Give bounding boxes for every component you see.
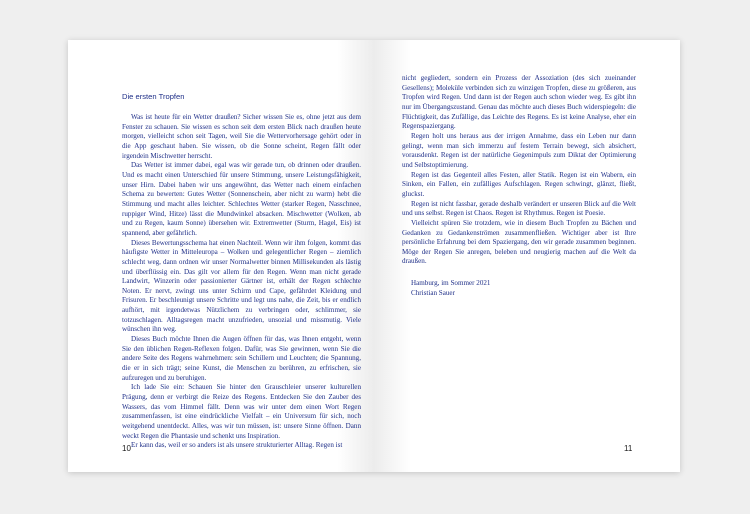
right-paragraph-3: Regen ist das Gegenteil alles Festen, aller Statik. Regen ist ein Wabern, ein Sinken, ein Fallen, ein zufälliges Aufschlagen. Regen schwingt, glänzt, fließt, gluckst. [402, 170, 636, 198]
left-page-text [122, 92, 361, 451]
right-paragraph-2: Regen holt uns heraus aus der irrigen Annahme, dass ein Leben nur dann gelingt, wenn man sich immerzu auf festem Terrain bewegt, sich absichert, vorausdenkt. Regen ist der natürliche Gegenimpuls zum Diktat der Optimierung und Selbstoptimierung. [402, 131, 636, 169]
left-page [68, 40, 374, 472]
book-spread [68, 40, 680, 472]
right-paragraph-4: Regen ist nicht fassbar, gerade deshalb verändert er unseren Blick auf die Welt und uns selbst. Regen ist Chaos. Regen ist Rhythmus. Regen ist Poesie. [402, 199, 636, 218]
left-paragraph-3: Dieses Bewertungsschema hat einen Nachteil. Wenn wir ihm folgen, kommt das häufigste Wetter in Mitteleuropa – Wolken und gelegentlicher Regen – ziemlich schlecht weg, dann ordnen wir unser Normalwetter binnen Millisekunden als lästig und überflüssig ein. Das gilt vor allem für den Regen. Wenn man nicht gerade Landwirt, Winzerin oder passionierter Gärtner ist, erhält der Regen schlechte Noten. Er nervt, zwingt uns unter Schirm und Cape, gefährdet Kleidung und Frisuren. Er beschleunigt unsere Schritte und legt uns nahe, die Zeit, bis er endlich aufhört, mit irgendetwas Nützlichem zu verbringen oder, schlimmer, sie totzuschlagen. Alltagsregen macht unzufrieden, unsozial und missmutig. Viele wünschen ihn weg. [122, 238, 361, 334]
chapter-heading: Die ersten Tropfen [122, 92, 185, 101]
left-paragraph-5: Ich lade Sie ein: Schauen Sie hinter den Grauschleier unserer kulturellen Prägung, denn er verbirgt die Reize des Regens. Entdecken Sie den Zauber des Wassers, das vom Himmel fällt. Denn was wir unter dem einen Wort Regen zusammenfassen, ist eine eindrückliche Vielfalt – ein Universum für sich, noch weitgehend unentdeckt. Alles, was wir tun müssen, ist: unsere Sinne öffnen. Dann weckt Regen die Phantasie und schenkt uns Inspiration. [122, 383, 361, 440]
signature-block [402, 279, 636, 298]
right-page [374, 40, 680, 472]
page-number-left: 10 [122, 444, 131, 453]
left-paragraph-2: Das Wetter ist immer dabei, egal was wir gerade tun, ob drinnen oder draußen. Und es macht einen Unterschied für unsere Stimmung, unsere Leistungsfähigkeit, unser Hirn. Dabei haben wir uns angewöhnt, das Wetter nach einem einfachen Schema zu bewerten: Gutes Wetter (Sonnenschein, aber nicht zu warm) hebt die Stimmung und macht alles leichter. Schlechtes Wetter (starker Regen, Nasschnee, ruppiger Wind, Hitze) lässt die Mundwinkel absacken. Mischwetter (Wolken, ab und zu Regen, kaum Sonne) übersehen wir. Extremwetter (Sturm, Hagel, Eis) ist spannend, aber gefährlich. [122, 161, 361, 237]
page-number-right: 11 [624, 444, 633, 453]
signature-author: Christian Sauer [411, 288, 455, 297]
left-paragraph-1: Was ist heute für ein Wetter draußen? Sicher wissen Sie es, ohne jetzt aus dem Fenster zu schauen. Sie wissen es schon seit dem ersten Blick nach draußen heute morgen, vielleicht schon seit Tagen, weil Sie die Wettervorhersage gehört oder in die App geschaut haben. Sie wissen, ob die Sonne scheint, Regen fällt oder irgendein Mischwetter herrscht. [122, 113, 361, 160]
right-paragraph-5: Vielleicht spüren Sie trotzdem, wie in diesem Buch Tropfen zu Bächen und Gedanken zu Gedankenströmen zusammenfließen. Wichtiger aber ist Ihre persönliche Erfahrung bei dem Spaziergang, den wir gerade zusammen beginnen. Möge der Regen Sie anregen, beleben und neugierig machen auf die Welt da draußen. [402, 218, 636, 266]
left-paragraph-4: Dieses Buch möchte Ihnen die Augen öffnen für das, was Ihnen entgeht, wenn Sie den üblichen Regen-Reflexen folgen. Dafür, was Sie gewinnen, wenn Sie die andere Seite des Regens wahrnehmen: sein Schillern und Leuchten; die Spannung, die er in sich trägt; seine Kunst, die Menschen zu berühren, zu erfrischen, sie aufzuregen und zu beruhigen. [122, 335, 361, 382]
signature-place-date: Hamburg, im Sommer 2021 [411, 279, 491, 288]
right-paragraph-1: nicht gegliedert, sondern ein Prozess der Assoziation (des sich zueinander Gesellens); Moleküle verbinden sich zu winzigen Tropfen, diese zu größeren, aus Tropfen wird Regen. Und dann ist der Regen auch schon wieder weg. Es gibt ihn nur im Übergangszustand. Genau das möchte auch dieses Buch widerspiegeln: die Flüchtigkeit, das Zufällige, das Leichte des Regens. Es ist keine Analyse, eher ein Regenspaziergang. [402, 74, 636, 131]
left-paragraph-6: Er kann das, weil er so anders ist als unsere strukturierter Alltag. Regen ist [131, 441, 343, 450]
right-page-text [402, 74, 636, 298]
